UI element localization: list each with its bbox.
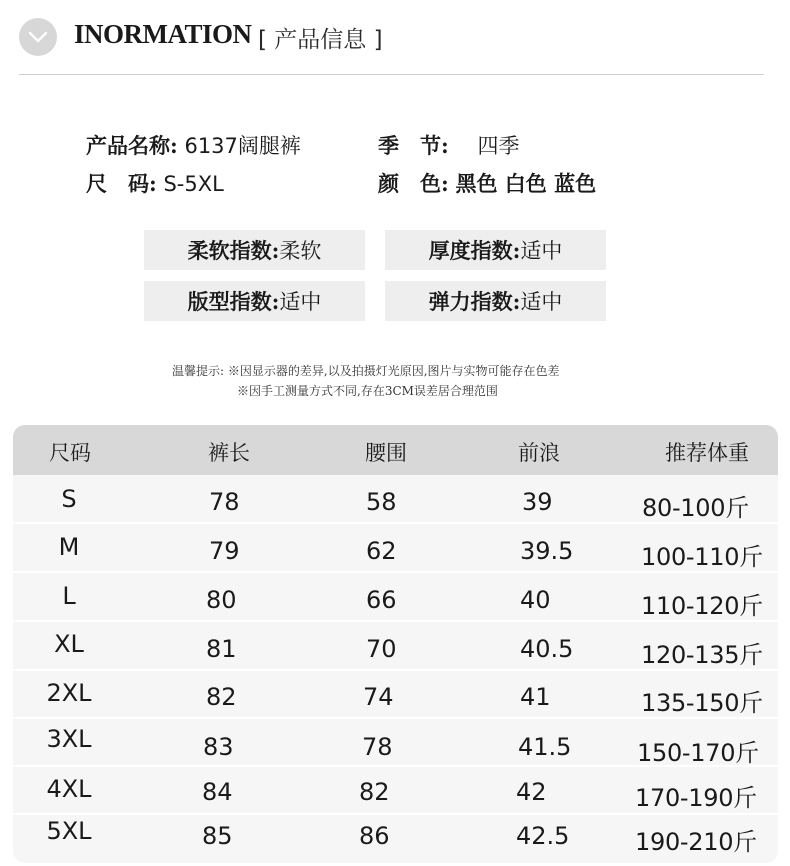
cell-waist: 82 [359,778,390,806]
header-waist: 腰围 [365,441,407,465]
cell-rise: 40 [520,586,551,614]
header-badge [19,18,57,56]
size-range-row [86,168,224,198]
cell-length: 78 [209,488,240,516]
section-title-chinese: [ 产品信息 ] [258,27,383,53]
season-label: 季 节: [378,133,449,158]
note-line-2 [237,382,498,399]
header-length: 裤长 [208,441,250,465]
cell-weight: 190-210斤 [635,828,757,856]
cell-rise: 41 [520,683,551,711]
cell-size: XL [54,630,84,658]
cell-weight: 120-135斤 [641,641,763,669]
row-separator [13,813,778,815]
thickness-index-label: 厚度指数: [428,238,521,263]
cell-size: M [58,533,80,561]
chevron-down-icon [28,31,48,43]
cell-size: 4XL [46,775,92,803]
note-text-1: ※因显示器的差异,以及拍摄灯光原因,图片与实物可能存在色差 [227,364,560,378]
cell-length: 83 [203,733,234,761]
cell-size: 5XL [46,817,92,845]
size-table [13,425,778,863]
cell-weight: 80-100斤 [642,494,749,522]
cell-rise: 42 [516,778,547,806]
product-name-label: 产品名称: [86,133,178,158]
color-value: 黑色 白色 蓝色 [455,172,597,196]
thickness-index-value: 适中 [520,239,563,263]
softness-index-value: 柔软 [279,239,322,263]
product-name-value: 6137阔腿裤 [184,134,301,158]
cell-size: 3XL [46,725,92,753]
cell-waist: 62 [366,537,397,565]
cell-weight: 170-190斤 [635,784,757,812]
header-divider [19,74,764,75]
elasticity-index [385,281,606,321]
color-row [378,168,596,198]
cell-waist: 66 [366,586,397,614]
cell-rise: 39 [522,488,553,516]
thickness-index [385,230,606,270]
cell-waist: 74 [363,683,394,711]
cell-length: 81 [206,635,237,663]
note-prefix: 温馨提示: [172,364,225,378]
cell-size: 2XL [46,679,92,707]
cell-weight: 100-110斤 [641,543,763,571]
cell-rise: 41.5 [518,733,572,761]
product-name-row [86,130,301,160]
fit-index-label: 版型指数: [187,289,280,314]
table-header [13,425,778,475]
cell-rise: 40.5 [520,635,574,663]
size-range-label: 尺 码: [86,171,157,196]
cell-length: 82 [206,683,237,711]
cell-waist: 78 [362,733,393,761]
cell-weight: 135-150斤 [641,689,763,717]
cell-weight: 110-120斤 [641,592,763,620]
elasticity-index-value: 适中 [520,290,563,314]
size-range-value: S-5XL [163,172,224,196]
cell-weight: 150-170斤 [637,739,759,767]
cell-waist: 70 [366,635,397,663]
softness-index-label: 柔软指数: [187,238,280,263]
section-title-english: INORMATION [74,19,252,49]
cell-length: 80 [206,586,237,614]
season-value: 四季 [477,134,520,158]
cell-length: 84 [202,778,233,806]
fit-index-value: 适中 [279,290,322,314]
header-size: 尺码 [49,441,91,465]
cell-waist: 86 [359,822,390,850]
fit-index [144,281,365,321]
cell-rise: 39.5 [520,537,574,565]
header-weight: 推荐体重 [665,441,749,465]
note-line-1 [172,362,560,379]
header-rise: 前浪 [518,441,560,465]
note-text-2: ※因手工测量方式不同,存在3CM误差居合理范围 [237,384,498,398]
cell-waist: 58 [366,488,397,516]
cell-rise: 42.5 [516,822,570,850]
cell-size: S [61,485,77,513]
softness-index [144,230,365,270]
elasticity-index-label: 弹力指数: [428,289,521,314]
cell-length: 85 [202,822,233,850]
cell-length: 79 [209,537,240,565]
season-row [378,130,519,160]
color-label: 颜 色: [378,171,449,196]
cell-size: L [62,582,76,610]
